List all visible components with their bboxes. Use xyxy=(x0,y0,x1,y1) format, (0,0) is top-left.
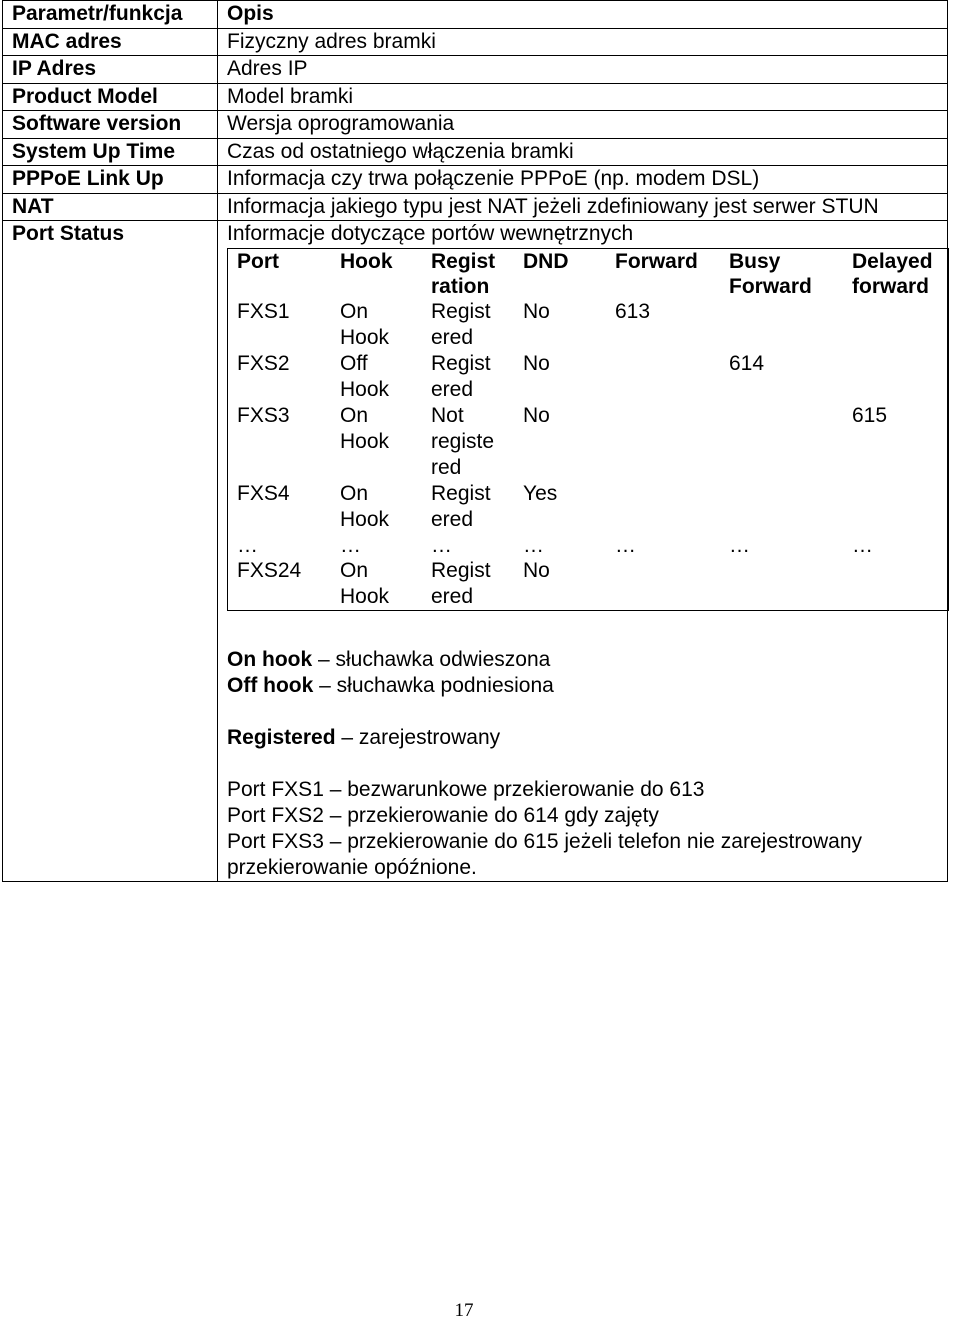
ellipsis-cell: … xyxy=(729,533,750,557)
delayed-forward-cell xyxy=(843,558,949,611)
row-param: MAC adres xyxy=(3,28,218,56)
table-row xyxy=(3,193,948,221)
row-desc: Wersja oprogramowania xyxy=(218,111,948,139)
port-row xyxy=(228,351,949,403)
page-number: 17 xyxy=(454,1300,474,1321)
forward-cell xyxy=(606,481,720,533)
note-registered xyxy=(227,725,947,751)
port-row xyxy=(228,558,949,611)
table-row xyxy=(3,111,948,139)
hook-cell: On Hook xyxy=(340,558,390,608)
note-desc: – słuchawka podniesiona xyxy=(313,673,554,697)
port-table-header xyxy=(228,248,949,299)
ellipsis-cell: … xyxy=(852,533,873,557)
note-line-fxs3: Port FXS3 – przekierowanie do 615 jeżeli telefon nie zarejestrowany przekierowanie opóźnione. xyxy=(227,829,863,879)
row-desc: Czas od ostatniego włączenia bramki xyxy=(218,138,948,166)
busy-forward-cell xyxy=(720,299,843,351)
port-row xyxy=(228,403,949,481)
dnd-col-header: DND xyxy=(523,249,569,273)
dnd-cell: No xyxy=(523,403,550,427)
registration-cell: Regist ered xyxy=(431,351,491,401)
row-param: Product Model xyxy=(3,83,218,111)
registration-col-header: Regist ration xyxy=(431,249,496,298)
row-desc: Fizyczny adres bramki xyxy=(218,28,948,56)
ellipsis-cell: … xyxy=(431,533,452,557)
ellipsis-cell: … xyxy=(523,533,544,557)
note-term: On hook xyxy=(227,647,313,671)
header-param: Parametr/funkcja xyxy=(3,1,218,29)
forward-cell xyxy=(606,403,720,481)
delayed-forward-col-header: Delayed forward xyxy=(852,249,933,298)
table-row xyxy=(3,138,948,166)
delayed-forward-cell xyxy=(843,481,949,533)
parameter-table xyxy=(2,0,948,882)
row-param: Port Status xyxy=(3,221,218,882)
busy-forward-cell xyxy=(720,558,843,611)
row-desc: Adres IP xyxy=(218,56,948,84)
row-desc: Informacje dotyczące portów wewnętrznych xyxy=(227,222,634,245)
note-line-fxs1: Port FXS1 – bezwarunkowe przekierowanie do 613 xyxy=(227,777,705,801)
row-param: NAT xyxy=(3,193,218,221)
hook-cell: On Hook xyxy=(340,299,390,349)
note-term: Registered xyxy=(227,725,336,749)
port-cell: FXS1 xyxy=(237,299,290,323)
port-cell: FXS2 xyxy=(237,351,290,375)
row-desc: Informacja czy trwa połączenie PPPoE (np. modem DSL) xyxy=(218,166,948,194)
port-status-cell xyxy=(218,221,948,882)
busy-forward-cell xyxy=(720,481,843,533)
table-row xyxy=(3,28,948,56)
port-row-ellipsis xyxy=(228,533,949,558)
hook-cell: Off Hook xyxy=(340,351,390,401)
note-on-hook xyxy=(227,647,947,673)
table-header-row xyxy=(3,1,948,29)
forward-cell xyxy=(606,558,720,611)
dnd-cell: No xyxy=(523,558,550,582)
row-param: System Up Time xyxy=(3,138,218,166)
port-row xyxy=(228,299,949,351)
hook-cell: On Hook xyxy=(340,403,390,453)
port-cell: FXS4 xyxy=(237,481,290,505)
note-desc: – zarejestrowany xyxy=(335,725,501,749)
hook-col-header: Hook xyxy=(340,249,393,273)
busy-forward-cell: 614 xyxy=(729,351,765,375)
dnd-cell: No xyxy=(523,351,550,375)
forward-cell xyxy=(606,351,720,403)
busy-forward-cell xyxy=(720,403,843,481)
table-row xyxy=(3,83,948,111)
forward-cell: 613 xyxy=(615,299,651,323)
port-cell: FXS3 xyxy=(237,403,290,427)
note-desc: – słuchawka odwieszona xyxy=(312,647,551,671)
dnd-cell: Yes xyxy=(523,481,558,505)
ellipsis-cell: … xyxy=(237,533,258,557)
table-row xyxy=(3,56,948,84)
port-status-table xyxy=(227,248,949,611)
delayed-forward-cell: 615 xyxy=(852,403,888,427)
busy-forward-col-header: Busy Forward xyxy=(729,249,812,298)
registration-cell: Regist ered xyxy=(431,481,491,531)
row-param: PPPoE Link Up xyxy=(3,166,218,194)
delayed-forward-cell xyxy=(843,351,949,403)
port-row xyxy=(228,481,949,533)
port-col-header: Port xyxy=(237,249,279,273)
row-desc: Informacja jakiego typu jest NAT jeżeli zdefiniowany jest serwer STUN xyxy=(218,193,948,221)
row-param: IP Adres xyxy=(3,56,218,84)
dnd-cell: No xyxy=(523,299,550,323)
row-param: Software version xyxy=(3,111,218,139)
note-term: Off hook xyxy=(227,673,314,697)
delayed-forward-cell xyxy=(843,299,949,351)
registration-cell: Regist ered xyxy=(431,299,491,349)
row-desc: Model bramki xyxy=(218,83,948,111)
port-cell: FXS24 xyxy=(237,558,302,582)
ellipsis-cell: … xyxy=(615,533,636,557)
registration-cell: Not registe red xyxy=(431,403,495,479)
note-line-fxs2: Port FXS2 – przekierowanie do 614 gdy zajęty xyxy=(227,803,659,827)
ellipsis-cell: … xyxy=(340,533,361,557)
header-desc: Opis xyxy=(218,1,948,29)
note-off-hook xyxy=(227,673,947,699)
registration-cell: Regist ered xyxy=(431,558,491,608)
hook-cell: On Hook xyxy=(340,481,390,531)
table-row xyxy=(3,221,948,882)
table-row xyxy=(3,166,948,194)
forward-col-header: Forward xyxy=(615,249,698,273)
